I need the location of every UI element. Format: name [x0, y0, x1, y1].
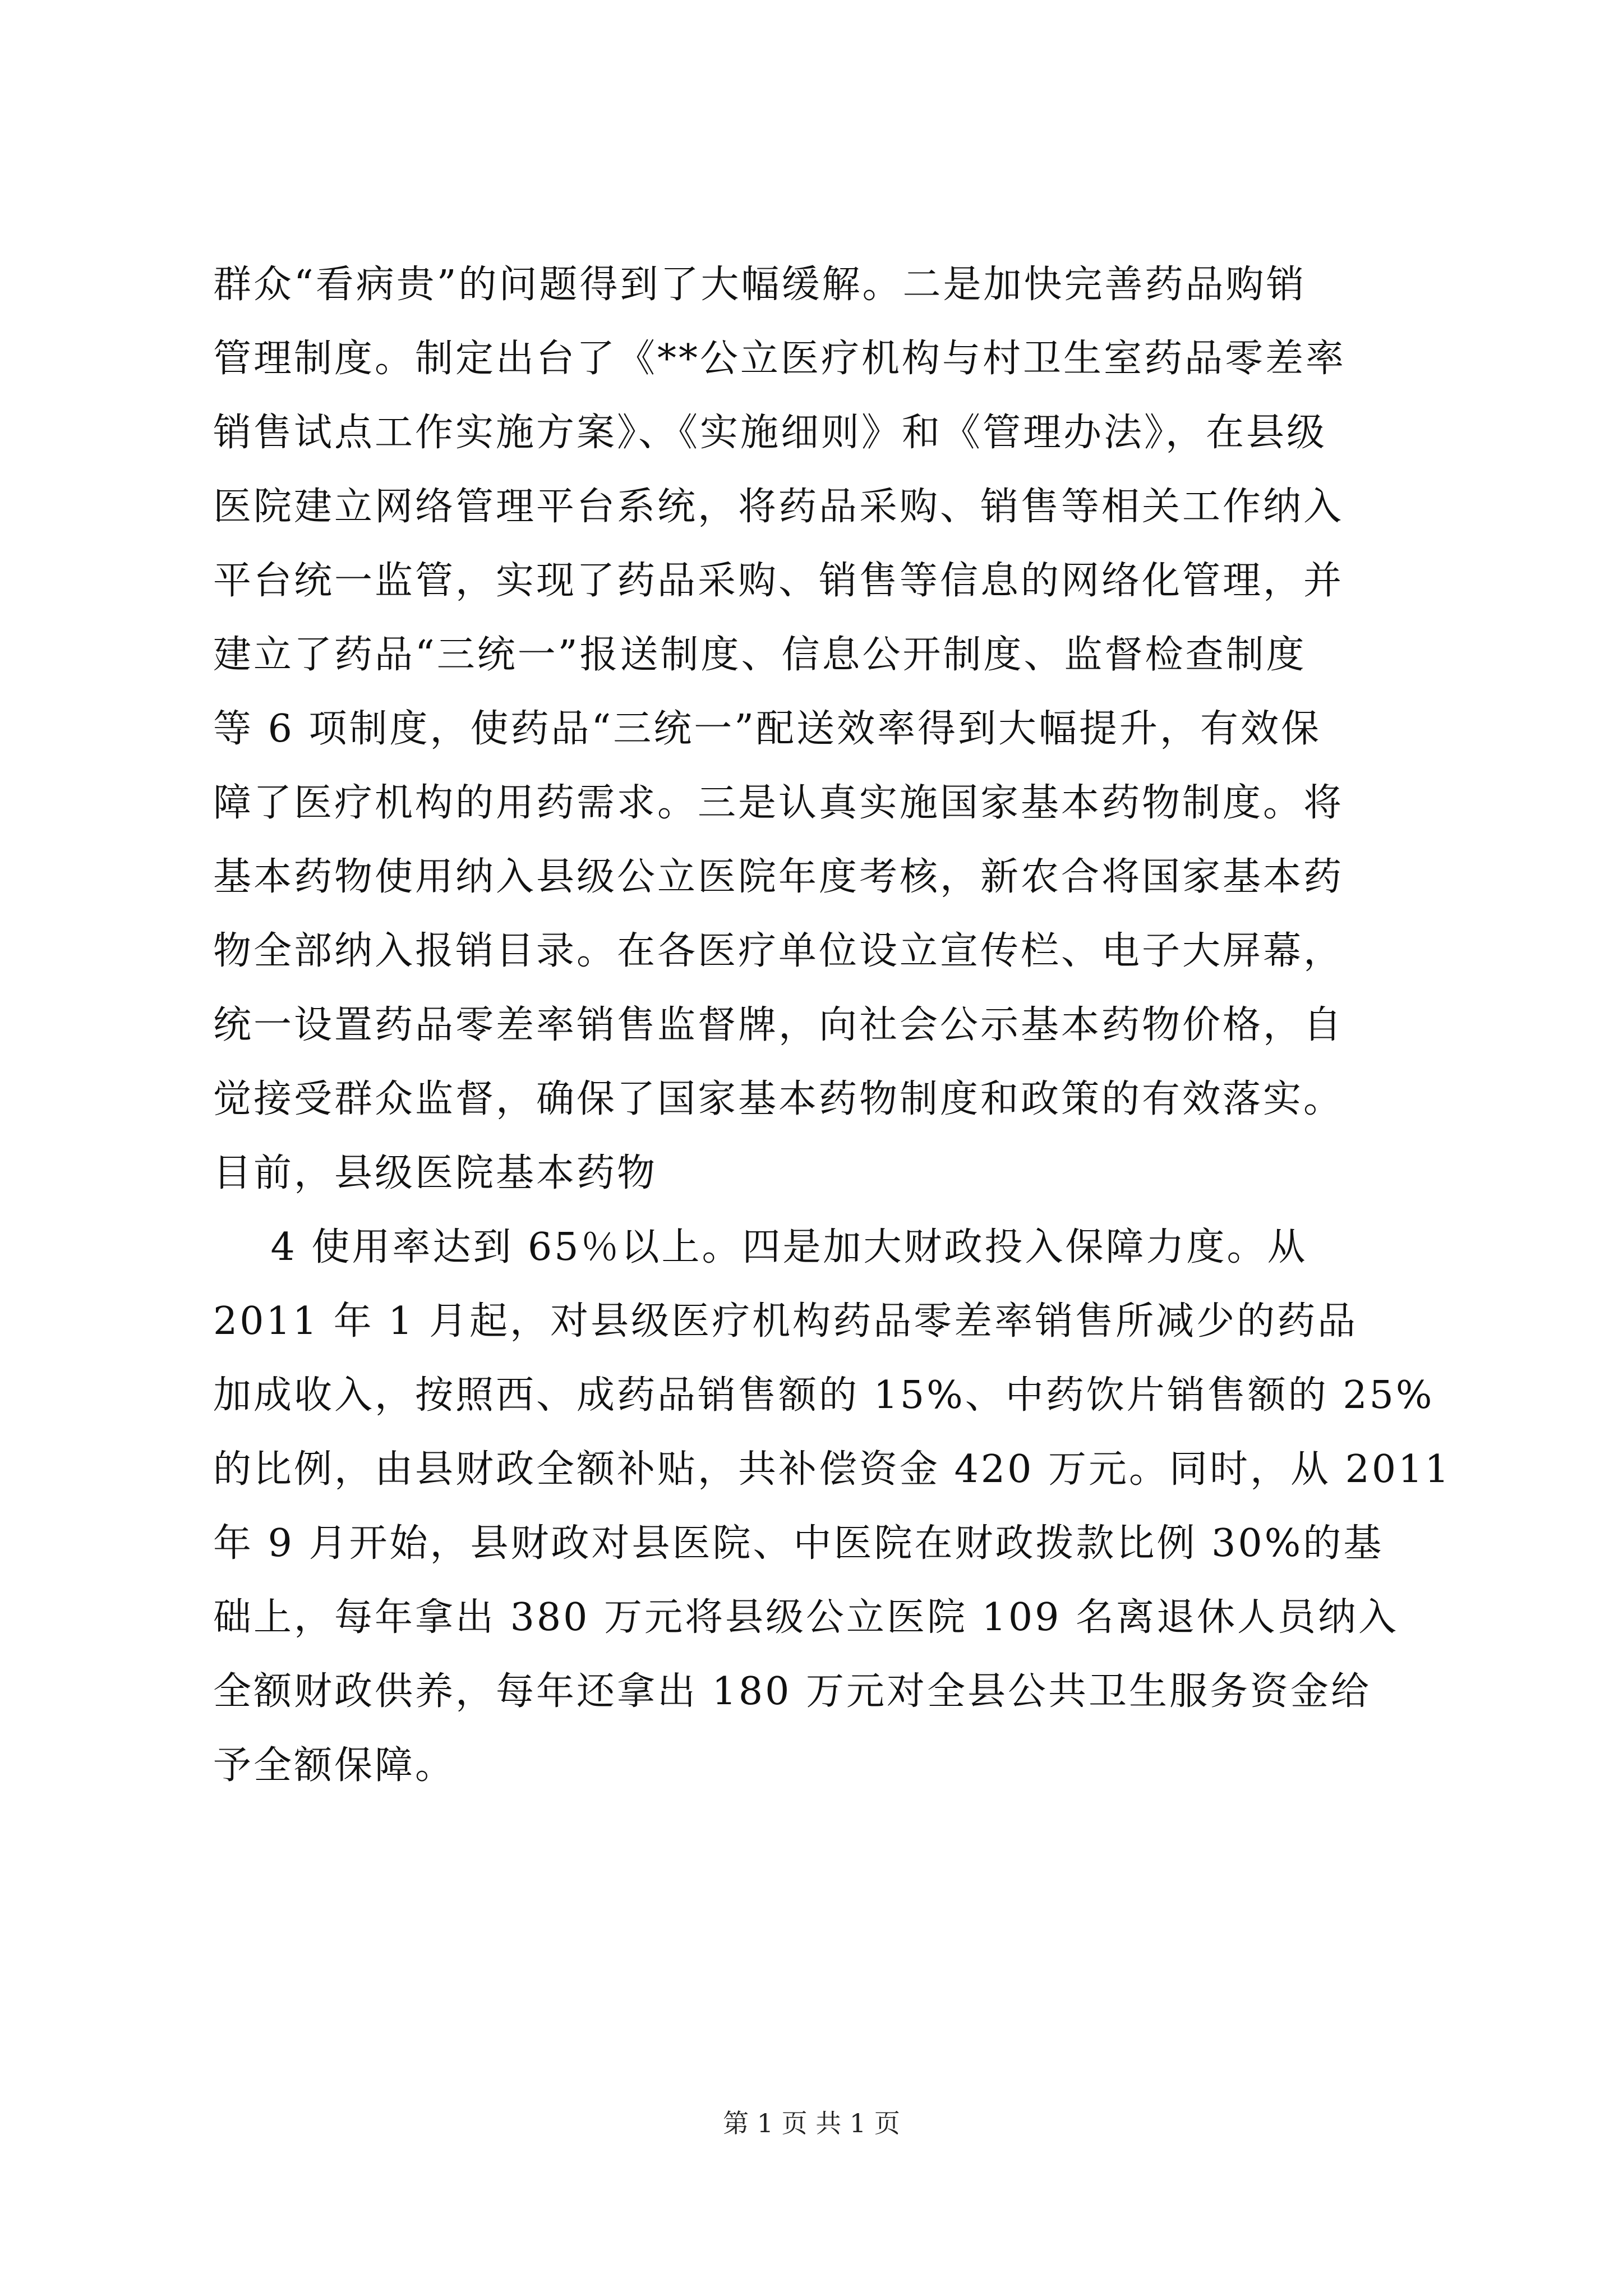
text-line: 觉接受群众监督，确保了国家基本药物制度和政策的有效落实。	[213, 1077, 1344, 1121]
text-line: 等 6 项制度，使药品“三统一”配送效率得到大幅提升，有效保	[213, 707, 1322, 751]
text-line: 统一设置药品零差率销售监督牌，向社会公示基本药物价格，自	[213, 1003, 1344, 1047]
text-line: 2011 年 1 月起，对县级医疗机构药品零差率销售所减少的药品	[213, 1299, 1358, 1343]
page-footer: 第 1 页 共 1 页	[723, 2108, 900, 2138]
text-line: 群众“看病贵”的问题得到了大幅缓解。二是加快完善药品购销	[213, 263, 1307, 307]
text-line: 销售试点工作实施方案》、《实施细则》和《管理办法》，在县级	[213, 411, 1327, 455]
text-line: 年 9 月开始，县财政对县医院、中医院在财政拨款比例 30%的基	[213, 1521, 1384, 1566]
text-line: 础上，每年拿出 380 万元将县级公立医院 109 名离退休人员纳入	[213, 1595, 1399, 1640]
text-line: 障了医疗机构的用药需求。三是认真实施国家基本药物制度。将	[213, 781, 1344, 825]
text-line: 平台统一监管，实现了药品采购、销售等信息的网络化管理，并	[213, 559, 1344, 603]
text-line: 的比例，由县财政全额补贴，共补偿资金 420 万元。同时，从 2011	[213, 1447, 1451, 1492]
text-line: 基本药物使用纳入县级公立医院年度考核，新农合将国家基本药	[213, 855, 1344, 899]
text-line: 建立了药品“三统一”报送制度、信息公开制度、监督检查制度	[213, 633, 1307, 677]
text-line: 加成收入，按照西、成药品销售额的 15%、中药饮片销售额的 25%	[213, 1373, 1435, 1418]
body-text	[213, 248, 1451, 1803]
text-line: 全额财政供养，每年还拿出 180 万元对全县公共卫生服务资金给	[213, 1669, 1372, 1714]
text-line: 4 使用率达到 65％以上。四是加大财政投入保障力度。从	[213, 1225, 1308, 1269]
text-line: 管理制度。制定出台了《**公立医疗机构与村卫生室药品零差率	[213, 337, 1347, 381]
text-line: 医院建立网络管理平台系统，将药品采购、销售等相关工作纳入	[213, 485, 1344, 529]
text-line: 物全部纳入报销目录。在各医疗单位设立宣传栏、电子大屏幕，	[213, 929, 1344, 973]
text-line: 予全额保障。	[213, 1743, 456, 1788]
text-line: 目前，县级医院基本药物	[213, 1151, 658, 1195]
